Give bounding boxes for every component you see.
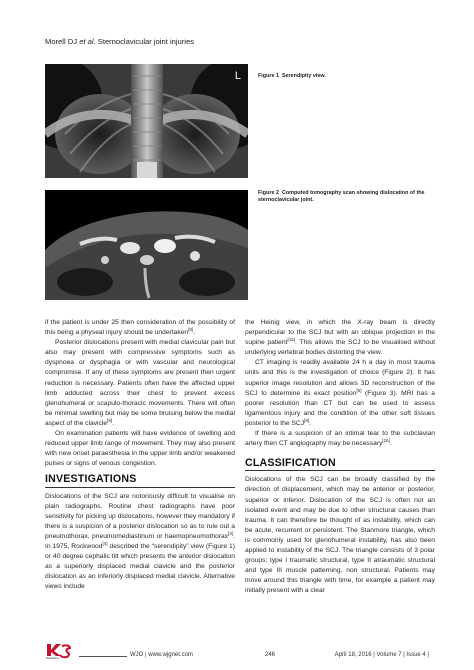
paragraph: CT imaging is readily available 24 h a day in most trauma units and this is the investigation of choice (Figure 2). It has superior image resolution and allows 3D reconstruction of the SCJ to determine its exact position[5] (Figure 3). MRI has a poorer resolution than CT but can be used to assess ligamentous injury and the condition of the other soft tissues posterior to the SCJ[8]. bbox=[245, 359, 435, 427]
citation: [3] bbox=[228, 530, 234, 536]
paragraph: On examination patients will have evidence of swelling and reduced upper limb range of movement. They may also present with new onset paraesthesia in the upper limb and/or weakened pulses or signs of venous congestion. bbox=[45, 430, 235, 468]
paragraph: Posterior dislocations present with medial clavicular pain but also may present with compressive symptoms such as dyspnoea or dysphagia or with vascular and neurological compromise. If any of these symptoms are present then urgent reduction is necessary. Patients often have the affected upper limb adducted across their chest to prevent excess glenohumeral or scapulo-thoracic movements. There will often be minimal swelling but may be some bruising below the medial aspect of the clavicle[9]. bbox=[45, 339, 235, 427]
baishideng-logo-icon bbox=[45, 643, 73, 659]
footer-url[interactable]: www.wjgnet.com bbox=[148, 652, 193, 658]
publisher-name: Baishideng bbox=[46, 656, 59, 659]
paragraph: If there is a suspicion of an intimal tear to the subclavian artery then CT angiography may be necessary[16]. bbox=[245, 430, 435, 448]
left-column bbox=[45, 318, 235, 592]
xray-side-marker: L bbox=[234, 70, 241, 82]
paragraph: Dislocations of the SCJ can be broadly classified by the direction of displacement, which may be anterior or posterior, superior or inferior. Dislocation of the SCJ is often not an isolated event and may be due to other structural causes than trauma. It can therefore be thought of as instability, which can be acute, recurrent or persistent. The Stanmore triangle, which is commonly used for glenohumeral instability, has also been applied to instability of the SCJ. The triangle consists of 3 polar groups; type I traumatic structural, type II atraumatic structural and type III muscle patterning, non structural. Patients may move around this triangle with time, for example a patient may initially present with a clear bbox=[245, 476, 435, 595]
figure-2-label: Figure 2 bbox=[258, 190, 279, 196]
figure-1-label: Figure 1 bbox=[258, 73, 279, 79]
header-authors: Morell DJ bbox=[45, 37, 80, 46]
footer-rule bbox=[79, 656, 127, 657]
header-title: . Sternoclavicular joint injuries bbox=[93, 37, 194, 46]
page-footer bbox=[45, 648, 429, 662]
right-column bbox=[245, 318, 435, 596]
figure-2-caption bbox=[258, 190, 438, 204]
paragraph: if the patient is under 25 then consideration of the possibility of this being a physeal injury should be undertaken[8]. bbox=[45, 319, 235, 337]
citation: [9] bbox=[107, 417, 113, 423]
section-heading-classification: CLASSIFICATION bbox=[245, 458, 435, 471]
running-header bbox=[45, 37, 194, 46]
ct-image bbox=[45, 190, 248, 300]
paragraph: Dislocations of the SCJ are notoriously difficult to visualise on plain radiographs. Routine chest radiographs have poor sensitivity for picking up dislocations, however they mandatory if there is a suspicion of a posterior dislocation so as to rule out a pneumothorax, pneumomediastinum or haemopneumothorax[3]. In 1975, Rockwood[4] described the “serendipity” view (Figure 1) or 40 degree cephalic tilt which presents the anterior dislocation as a superiorly displaced medial clavicle and the posterior dislocation as an inferiorly displaced medial clavicle. Alternative views include bbox=[45, 492, 235, 591]
figure-2-caption-text: Computed tomography scan showing dislocation of the sternoclavicular joint. bbox=[258, 190, 425, 203]
footer-journal: WJO | www.wjgnet.com bbox=[130, 652, 193, 658]
citation: [15] bbox=[287, 336, 295, 342]
page-number: 246 bbox=[265, 652, 276, 658]
section-heading-investigations: INVESTIGATIONS bbox=[45, 474, 235, 487]
citation: [5] bbox=[356, 387, 362, 393]
citation: [8] bbox=[304, 417, 310, 423]
figure-1-caption-text: Serendipity view. bbox=[281, 73, 326, 79]
citation: [4] bbox=[102, 540, 108, 546]
figure-1-caption bbox=[258, 73, 438, 80]
paragraph: the Heinig view, in which the X-ray beam is directly perpendicular to the SCJ but with an oblique projection in the supine patient[15]. This allows the SCJ to be visualised without underlying vertebral bodies distorting the view. bbox=[245, 319, 435, 357]
header-etal: et al bbox=[79, 37, 94, 46]
footer-issue: April 18, 2016 | Volume 7 | Issue 4 | bbox=[334, 652, 429, 658]
xray-image bbox=[45, 64, 248, 178]
citation: [16] bbox=[382, 437, 390, 443]
figure-1-xray bbox=[45, 64, 248, 178]
citation: [8] bbox=[188, 326, 194, 332]
figure-2-ct-scan bbox=[45, 190, 248, 300]
